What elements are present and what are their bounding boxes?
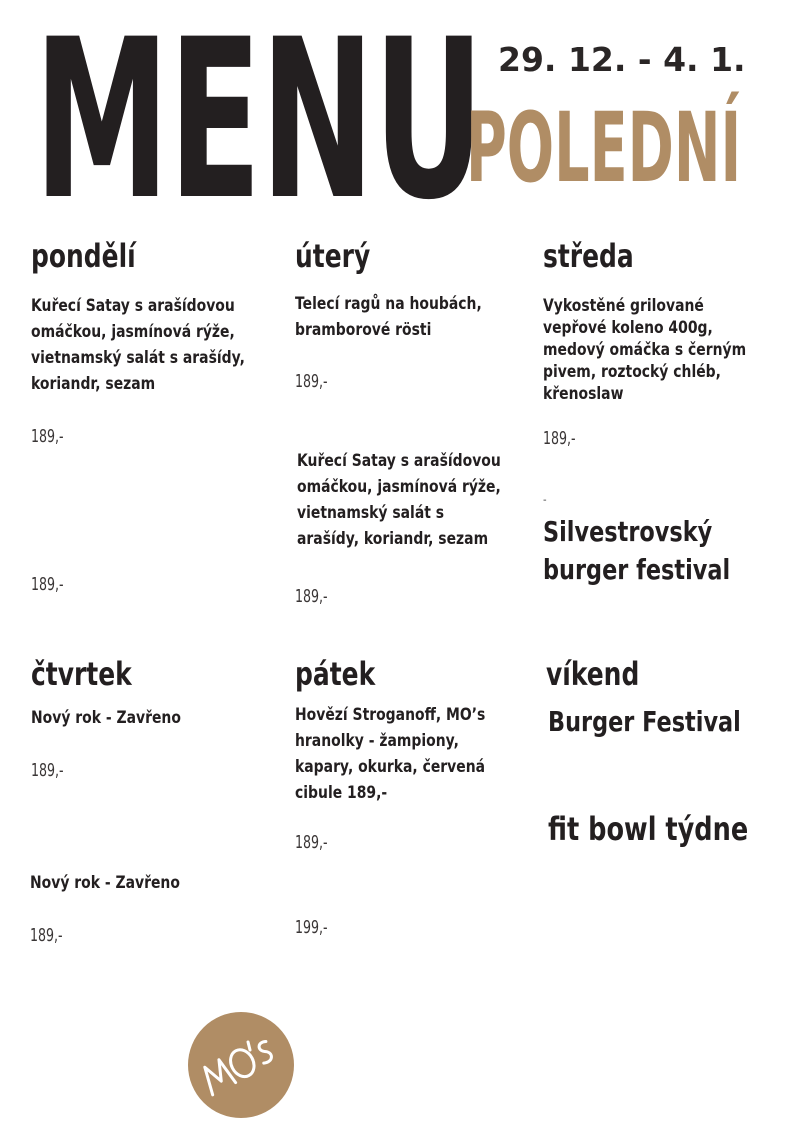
tuesday-price-1: 189,- — [295, 371, 328, 392]
thursday-price-2: 189,- — [30, 925, 63, 946]
tuesday-dish-1: Telecí ragů na houbách, bramborové rösti — [295, 294, 482, 340]
thursday-dish-1: Nový rok - Zavřeno — [31, 708, 181, 728]
day-heading-wednesday: středa — [543, 237, 634, 275]
monday-dish-1: Kuřecí Satay s arašídovou omáčkou, jasmínová rýže, vietnamský salát s arašídy, koriandr, sezam — [31, 296, 245, 394]
date-range: 29. 12. - 4. 1. — [498, 40, 746, 79]
monday-price-1: 189,- — [31, 426, 64, 447]
day-heading-monday: pondělí — [31, 237, 136, 275]
menu-title: MENU — [34, 0, 483, 248]
wednesday-price-1: 189,- — [543, 428, 576, 449]
weekend-promo-fit-bowl: fit bowl týdne — [548, 810, 749, 848]
monday-price-2: 189,- — [31, 574, 64, 595]
friday-price-2: 199,- — [295, 917, 328, 938]
friday-dish-1: Hovězí Stroganoff, MO’s hranolky - žampiony, kapary, okurka, červená cibule 189,- — [295, 705, 486, 803]
friday-price-1: 189,- — [295, 832, 328, 853]
weekend-promo-burger-festival: Burger Festival — [548, 705, 741, 738]
day-heading-weekend: víkend — [546, 655, 640, 693]
thursday-dish-2: Nový rok - Zavřeno — [30, 873, 180, 893]
menu-subtitle: POLEDNÍ — [466, 92, 742, 204]
day-heading-friday: pátek — [295, 655, 376, 693]
wednesday-promo-line-2: burger festival — [543, 553, 731, 586]
day-heading-tuesday: úterý — [295, 237, 371, 275]
mos-logo-script — [188, 1012, 294, 1118]
wednesday-dish-1: Vykostěné grilované vepřové koleno 400g, medový omáčka s černým pivem, roztocký chléb, křenoslaw — [543, 296, 747, 404]
day-heading-thursday: čtvrtek — [31, 655, 132, 693]
wednesday-promo-line-1: Silvestrovský — [543, 515, 713, 548]
thursday-price-1: 189,- — [31, 760, 64, 781]
wednesday-dash: - — [543, 495, 547, 506]
tuesday-dish-2: Kuřecí Satay s arašídovou omáčkou, jasmínová rýže, vietnamský salát s arašídy, koriandr, sezam — [297, 451, 501, 549]
tuesday-price-2: 189,- — [295, 586, 328, 607]
mos-logo — [188, 1012, 294, 1118]
